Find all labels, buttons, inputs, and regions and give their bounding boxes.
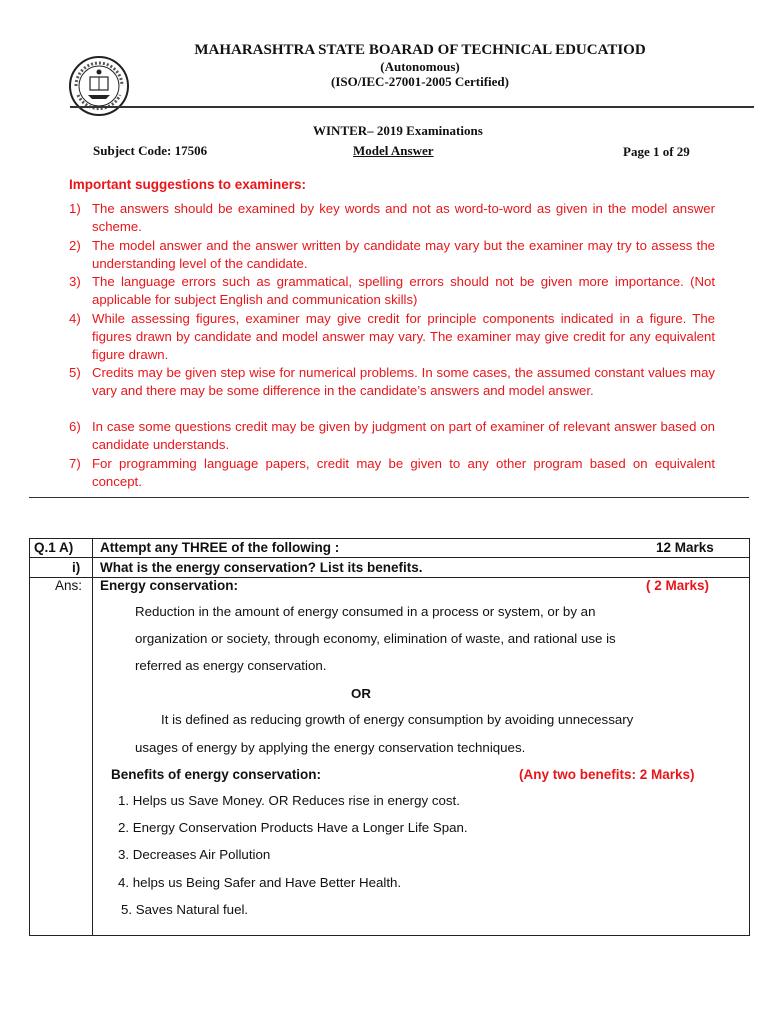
suggestion-item: 3) The language errors such as grammatical, spelling errors should not be given more importance. (Not applicable for subject English and communication skills) (69, 274, 715, 308)
suggestion-item: 7) For programming language papers, credit may be given to any other program based on equivalent concept. (69, 456, 715, 490)
suggestions-title: Important suggestions to examiners: (69, 177, 307, 192)
suggestion-item: 2) The model answer and the answer written by candidate may vary but the examiner may try to assess the understanding level of the candidate. (69, 238, 715, 272)
answer-label: Ans: (55, 578, 83, 593)
subject-code: Subject Code: 17506 (93, 143, 208, 158)
definition-line: organization or society, through economy, elimination of waste, and rational use is (135, 631, 616, 646)
suggestion-item: 4) While assessing figures, examiner may give credit for principle components indicated in a figure. The figures drawn by candidate and model answer may vary. The examiner may give credit for any equivalent figure drawn. (69, 311, 715, 363)
or-separator: OR (351, 686, 371, 701)
table-column-divider (92, 538, 93, 935)
page-number: Page 1 of 29 (623, 144, 690, 159)
exam-title: WINTER– 2019 Examinations (313, 123, 483, 138)
answer-marks: ( 2 Marks) (646, 578, 710, 593)
subquestion-text: What is the energy conservation? List its benefits. (100, 560, 423, 575)
question-text: Attempt any THREE of the following : (100, 540, 340, 555)
answer-heading: Energy conservation: (100, 578, 239, 593)
alternate-definition-line: usages of energy by applying the energy conservation techniques. (135, 740, 526, 755)
table-row-divider (29, 557, 749, 558)
benefit-item: 2. Energy Conservation Products Have a Longer Life Span. (118, 820, 468, 835)
subquestion-label: i) (72, 560, 81, 575)
benefits-marks: (Any two benefits: 2 Marks) (519, 767, 695, 782)
suggestions-divider (29, 497, 749, 498)
question-marks: 12 Marks (656, 540, 714, 555)
benefit-item: 5. Saves Natural fuel. (121, 902, 249, 917)
definition-line: Reduction in the amount of energy consumed in a process or system, or by an (135, 604, 596, 619)
alternate-definition-line: It is defined as reducing growth of energy consumption by avoiding unnecessary (161, 712, 634, 727)
suggestion-item: 1) The answers should be examined by key words and not as word-to-word as given in the model answer scheme. (69, 201, 715, 235)
suggestion-item: 5) Credits may be given step wise for numerical problems. In some cases, the assumed constant values may vary and there may be some difference in the candidate’s answers and model answer. (69, 365, 715, 399)
benefit-item: 1. Helps us Save Money. OR Reduces rise in energy cost. (118, 793, 460, 808)
autonomous-label: (Autonomous) (380, 59, 460, 74)
benefits-heading: Benefits of energy conservation: (111, 767, 322, 782)
certification-label: (ISO/IEC-27001-2005 Certified) (330, 74, 509, 89)
definition-line: referred as energy conservation. (135, 658, 327, 673)
board-name: MAHARASHTRA STATE BOARAD OF TECHNICAL EDUCATIOD (194, 42, 646, 58)
model-answer-label: Model Answer (353, 143, 434, 158)
header-divider (70, 106, 754, 108)
benefit-item: 4. helps us Being Safer and Have Better Health. (118, 875, 402, 890)
question-label: Q.1 A) (34, 540, 74, 555)
suggestion-item: 6) In case some questions credit may be given by judgment on part of examiner of relevant answer based on candidate understands. (69, 419, 715, 453)
benefit-item: 3. Decreases Air Pollution (118, 847, 271, 862)
